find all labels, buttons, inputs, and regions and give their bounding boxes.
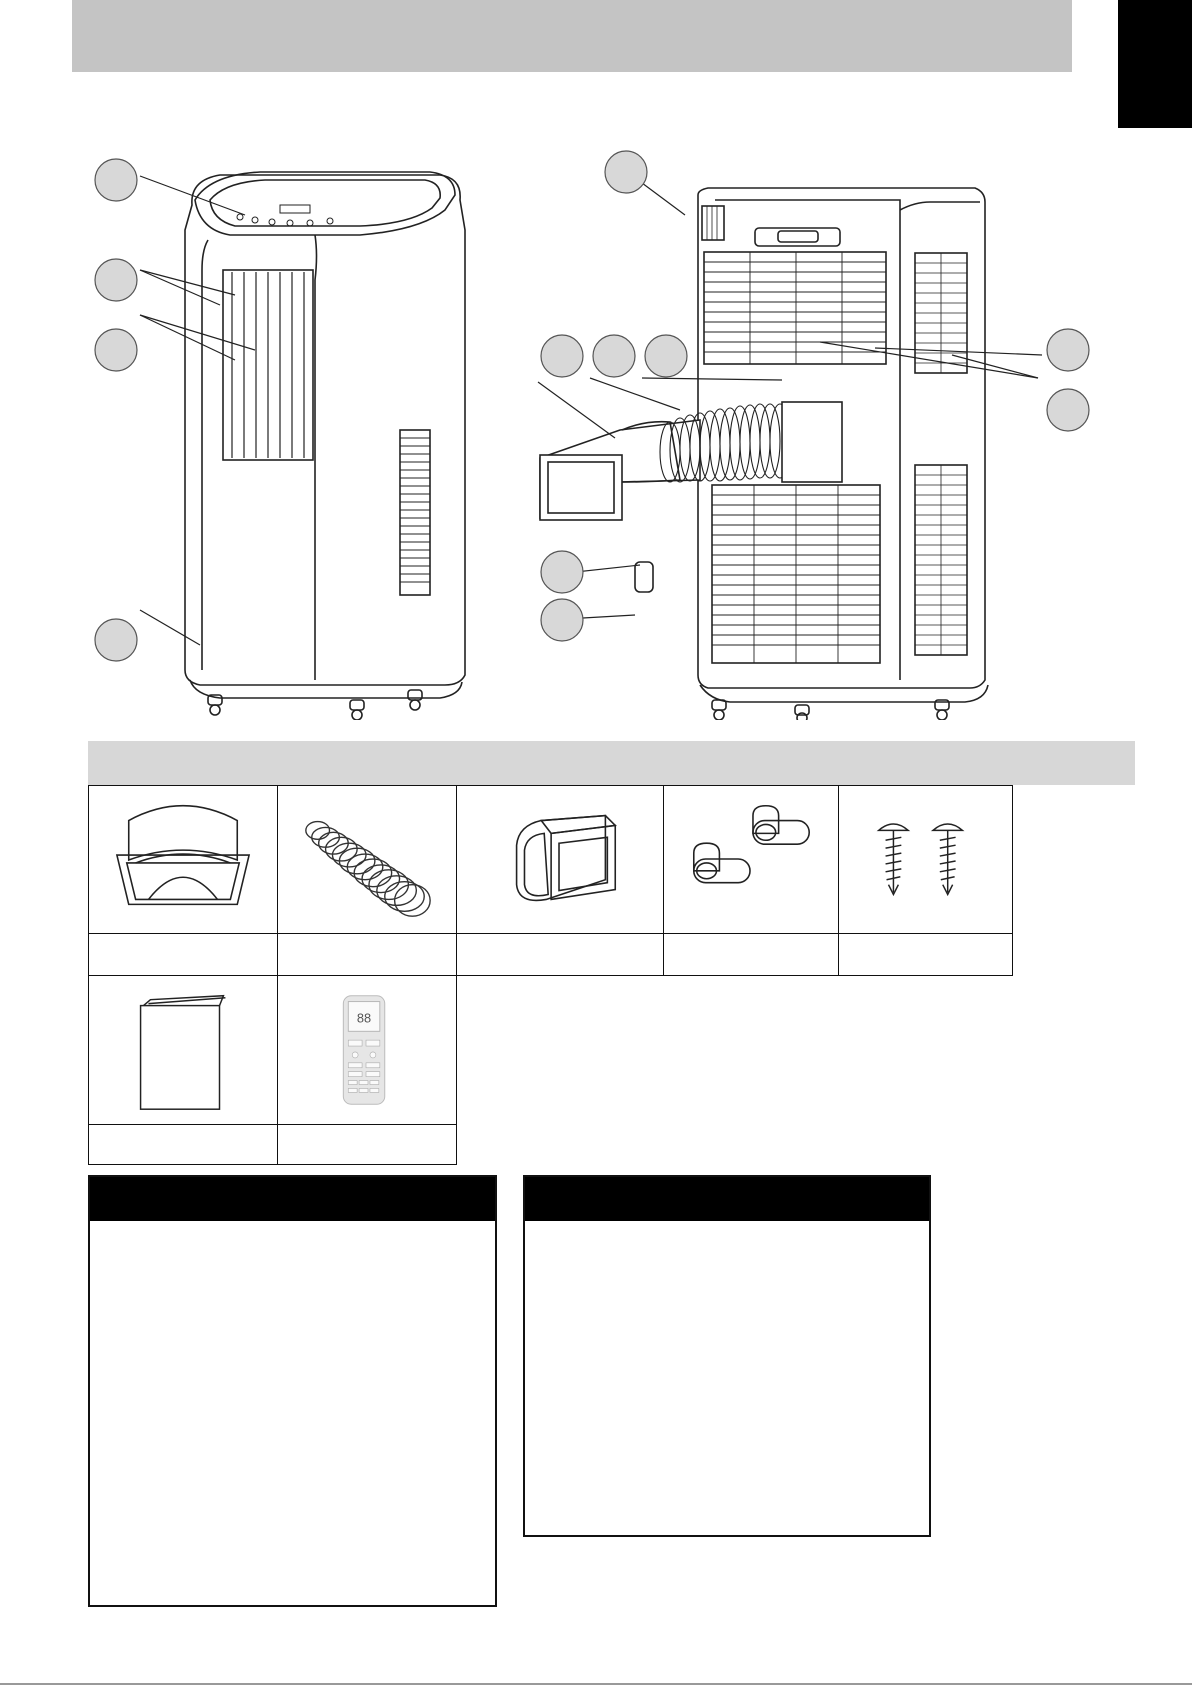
callout-circle [541, 599, 583, 641]
left-info-panel [88, 1175, 497, 1607]
page-header-bar [72, 0, 1072, 72]
accessory-wall-adapter-image [456, 785, 664, 934]
accessory-connectors-image [663, 785, 839, 934]
callout-circle [605, 151, 647, 193]
right-info-panel-header [525, 1177, 929, 1221]
accessory-manual-image [88, 975, 278, 1125]
accessory-label [277, 1124, 457, 1165]
wall-adapter-icon [457, 786, 663, 933]
front-view-diagram [60, 120, 540, 720]
callout-circle [541, 335, 583, 377]
callout-circle [95, 259, 137, 301]
accessory-hose-image [277, 785, 457, 934]
right-info-panel [523, 1175, 931, 1537]
remote-display-digits: 88 [356, 1010, 372, 1026]
language-tab [1118, 0, 1192, 128]
accessory-label [88, 933, 278, 976]
callout-circle [1047, 329, 1089, 371]
accessory-label [663, 933, 839, 976]
callout-circle [95, 619, 137, 661]
accessory-screws-image [838, 785, 1013, 934]
accessories-section-bar [88, 741, 1135, 785]
accessory-label [456, 933, 664, 976]
accessory-label [277, 933, 457, 976]
callout-circle [541, 551, 583, 593]
user-manual-icon [89, 976, 277, 1124]
accessory-remote-image [277, 975, 457, 1125]
callout-circle [645, 335, 687, 377]
callout-circle [95, 329, 137, 371]
accessory-window-adapter-image [88, 785, 278, 934]
left-info-panel-header [90, 1177, 495, 1221]
screws-icon [839, 786, 1012, 933]
back-view-diagram [520, 120, 1120, 720]
slider-connectors-icon [664, 786, 838, 933]
accessory-label [88, 1124, 278, 1165]
callout-circle [1047, 389, 1089, 431]
window-adapter-icon [89, 786, 277, 933]
remote-control-icon [278, 976, 456, 1124]
callout-circle [95, 159, 137, 201]
callout-circle [593, 335, 635, 377]
exhaust-hose-icon [278, 786, 456, 933]
accessory-label [838, 933, 1013, 976]
